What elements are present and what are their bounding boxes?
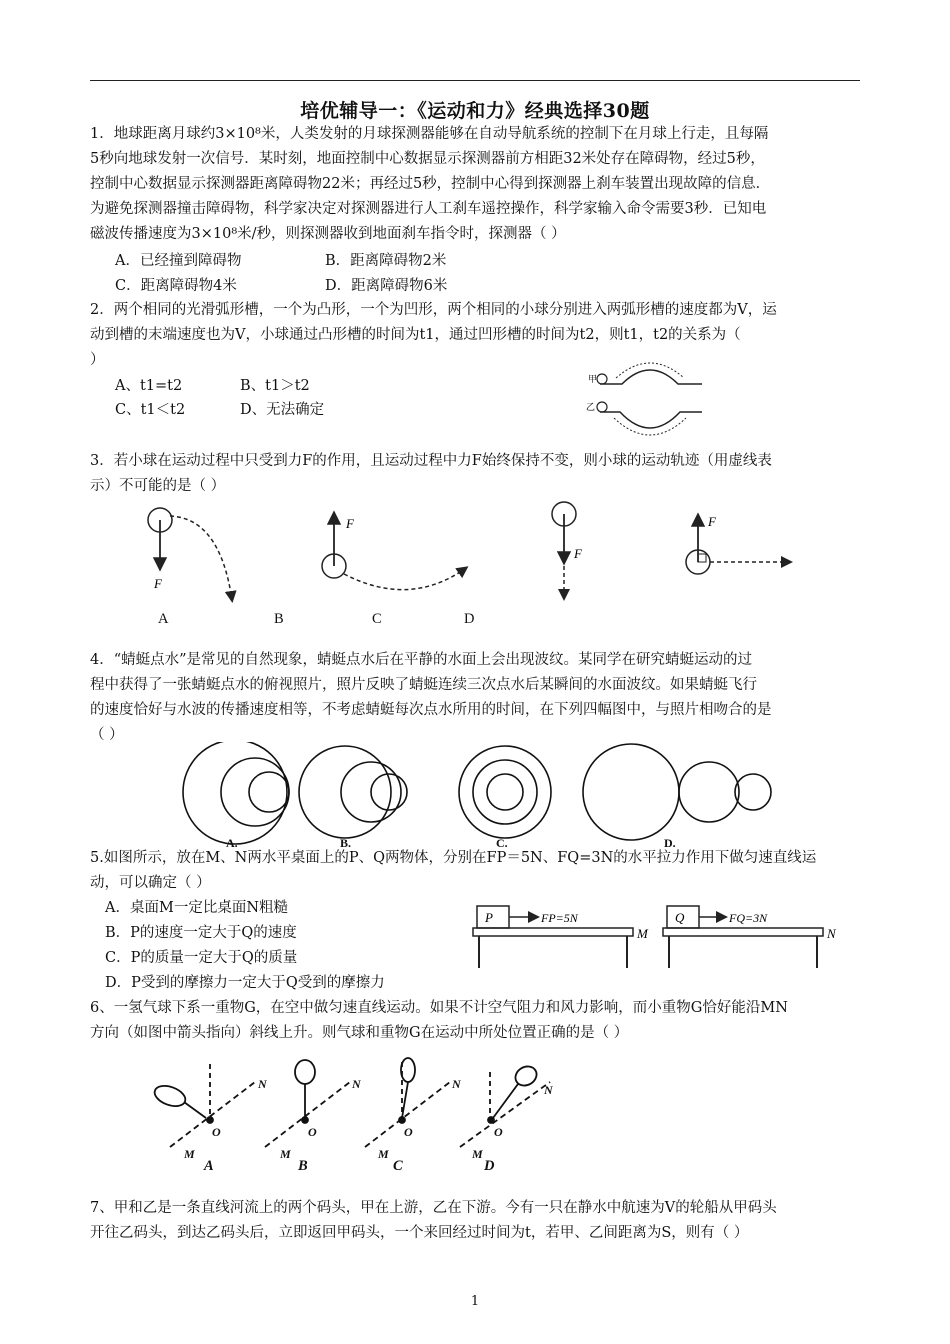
- q4-diagram-c: [459, 746, 551, 838]
- trajectory: [344, 568, 466, 590]
- q6-diagram-d: [460, 1063, 550, 1147]
- q3-label-a: A: [158, 611, 169, 627]
- q3-line: 3．若小球在运动过程中只受到力F的作用，且运动过程中力F始终保持不变，则小球的运动轨迹（用虚线表: [90, 453, 772, 469]
- point-n: N: [452, 1077, 461, 1091]
- question-6: [90, 996, 860, 1046]
- q3-label-c: C: [372, 611, 382, 627]
- q3-trajectory-figure: [140, 500, 800, 610]
- q4-line: 的速度恰好与水波的传播速度相等，不考虑蜻蜓每次点水所用的时间，在下列四幅图中，与照片相吻合的是: [90, 702, 772, 718]
- convex-groove-surface: [600, 370, 702, 384]
- question-3: [90, 449, 860, 499]
- q2-option-d: D、无法确定: [240, 402, 325, 418]
- q1-option-a: A．已经撞到障碍物: [115, 253, 242, 269]
- string: [493, 1084, 518, 1118]
- ripple: [487, 774, 523, 810]
- ripple: [221, 758, 289, 826]
- ripple: [473, 760, 537, 824]
- q1-line: 5秒向地球发射一次信号．某时刻，地面控制中心数据显示探测器前方相距32米处存在障碍物，经过5秒，: [90, 151, 765, 167]
- q1-line: 1．地球距离月球约3×10⁸米，人类发射的月球探测器能够在自动导航系统的控制下在月球上行走，且每隔: [90, 126, 769, 142]
- q4-diagram-a: [183, 742, 289, 844]
- balloon: [401, 1058, 415, 1082]
- q7-line: 7、甲和乙是一条直线河流上的两个码头，甲在上游，乙在下游。今有一只在静水中航速为V的轮船从甲码头: [90, 1200, 777, 1216]
- q2-line: 2．两个相同的光滑弧形槽，一个为凸形，一个为凹形，两个相同的小球分别进入两弧形槽的速度都为V，运: [90, 302, 777, 318]
- right-angle-mark: [698, 554, 706, 562]
- q4-line: （ ）: [90, 727, 124, 743]
- question-1: [90, 122, 860, 247]
- q1-line: 为避免探测器撞击障碍物，科学家决定对探测器进行人工刹车遥控操作，科学家输入命令需要3秒．已知电: [90, 201, 767, 217]
- force-label: F: [346, 516, 354, 531]
- point-o: O: [212, 1125, 221, 1139]
- question-4: [90, 648, 860, 748]
- trajectory: [170, 516, 232, 600]
- point-n: N: [544, 1083, 553, 1097]
- header-rule: [90, 80, 860, 81]
- path-mn: [460, 1082, 550, 1147]
- table-m: [473, 906, 649, 968]
- q1-option-d: D．距离障碍物6米: [325, 278, 448, 294]
- ripple: [735, 774, 771, 810]
- q4-diagram-b: [299, 746, 407, 838]
- table-n: [663, 906, 837, 968]
- table-m-label: M: [637, 926, 648, 941]
- q1-option-b: B．距离障碍物2米: [325, 253, 447, 269]
- q4-label-c: C.: [496, 836, 508, 850]
- q5-tables-figure: [465, 900, 845, 972]
- q2-option-a: A、t1=t2: [115, 378, 183, 394]
- force-label: F: [574, 546, 582, 561]
- q6-line: 方向（如图中箭头指向）斜线上升。则气球和重物G在运动中所处位置正确的是（ ）: [90, 1025, 629, 1041]
- ball-jia-label: 甲: [588, 374, 598, 384]
- q3-label-b: B: [274, 611, 284, 627]
- q4-line: 程中获得了一张蜻蜓点水的俯视照片，照片反映了蜻蜓连续三次点水后某瞬间的水面波纹。如果蜻蜓飞行: [90, 677, 757, 693]
- q7-line: 开往乙码头，到达乙码头后，立即返回甲码头，一个来回经过时间为t，若甲、乙间距离为S，则有（ ）: [90, 1225, 749, 1241]
- q6-label-a: A: [204, 1158, 214, 1174]
- force-label: F: [154, 576, 162, 591]
- point-o: O: [308, 1125, 317, 1139]
- q3-diagram-c: [552, 502, 583, 598]
- force-q-label: FQ=3N: [729, 911, 768, 925]
- table-top: [663, 928, 823, 936]
- balloon: [152, 1082, 188, 1110]
- weight-g: [302, 1117, 308, 1123]
- weight-g: [207, 1117, 213, 1123]
- weight-g: [399, 1117, 405, 1123]
- q4-label-a: A.: [226, 836, 238, 850]
- q3-diagram-b: [322, 514, 466, 590]
- q5-option-a: A．桌面M一定比桌面N粗糙: [105, 900, 289, 916]
- point-o: O: [404, 1125, 413, 1139]
- q5-option-d: D．P受到的摩擦力一定大于Q受到的摩擦力: [105, 975, 385, 991]
- q4-ripple-figure: [175, 742, 775, 852]
- point-m: M: [184, 1147, 195, 1161]
- q2-option-c: C、t1＜t2: [115, 402, 186, 418]
- question-2: [90, 298, 860, 373]
- question-7: [90, 1196, 860, 1246]
- q3-label-d: D: [464, 611, 475, 627]
- point-m: M: [280, 1147, 291, 1161]
- q3-diagram-d: [686, 514, 790, 574]
- point-n: N: [258, 1077, 267, 1091]
- q5-line: 动，可以确定（ ）: [90, 875, 211, 891]
- q4-label-b: B.: [340, 836, 352, 850]
- block-p: [477, 906, 509, 928]
- table-top: [473, 928, 633, 936]
- q2-line: ）: [90, 352, 105, 368]
- q4-diagram-d: [583, 744, 771, 840]
- ripple: [299, 746, 391, 838]
- balloon: [295, 1060, 315, 1084]
- q2-line: 动到槽的末端速度也为V，小球通过凸形槽的时间为t1，通过凹形槽的时间为t2，则t1，t2的关系为（: [90, 327, 741, 343]
- ball-jia: [597, 374, 607, 384]
- q1-line: 磁波传播速度为3×10⁸米/秒，则探测器收到地面刹车指令时，探测器（ ）: [90, 226, 566, 242]
- page-number: 1: [470, 1294, 480, 1309]
- concave-groove-hatch: [614, 418, 686, 435]
- q6-label-b: B: [298, 1158, 308, 1174]
- ripple: [183, 742, 287, 844]
- point-n: N: [352, 1077, 361, 1091]
- block-p-label: P: [485, 910, 493, 925]
- q3-line: 示）不可能的是（ ）: [90, 478, 226, 494]
- q5-line: 5.如图所示，放在M、N两水平桌面上的P、Q两物体，分别在FP＝5N、FQ=3N的水平拉力作用下做匀速直线运: [90, 850, 817, 866]
- q2-option-b: B、t1＞t2: [240, 378, 310, 394]
- ripple: [679, 762, 739, 822]
- ball-yi: [597, 402, 607, 412]
- q1-line: 控制中心数据显示探测器距离障碍物22米；再经过5秒，控制中心得到探测器上刹车装置出现故障的信息．: [90, 176, 771, 192]
- ball-yi-label: 乙: [586, 402, 596, 412]
- point-m: M: [378, 1147, 389, 1161]
- q2-groove-figure: [580, 362, 720, 442]
- q6-line: 6、一氢气球下系一重物G，在空中做匀速直线运动。如果不计空气阻力和风力影响，而小重物G恰好能沿MN: [90, 1000, 788, 1016]
- point-m: M: [472, 1147, 483, 1161]
- q5-option-c: C．P的质量一定大于Q的质量: [105, 950, 298, 966]
- force-p-label: FP=5N: [541, 911, 578, 925]
- table-n-label: N: [827, 926, 836, 941]
- q1-option-c: C．距离障碍物4米: [115, 278, 237, 294]
- q5-option-b: B．P的速度一定大于Q的速度: [105, 925, 297, 941]
- question-5: [90, 846, 860, 896]
- weight-g: [488, 1117, 494, 1123]
- q6-label-c: C: [393, 1158, 403, 1174]
- q4-label-d: D.: [664, 836, 676, 850]
- q6-label-d: D: [484, 1158, 495, 1174]
- ripple: [583, 744, 679, 840]
- point-o: O: [494, 1125, 503, 1139]
- concave-groove-surface: [600, 412, 702, 428]
- block-q-label: Q: [675, 910, 685, 925]
- page-title: 培优辅导一：《运动和力》经典选择30题: [300, 100, 650, 122]
- q3-diagram-a: [148, 508, 232, 600]
- q4-line: 4．“蜻蜓点水”是常见的自然现象，蜻蜓点水后在平静的水面上会出现波纹。某同学在研究蜻蜓运动的过: [90, 652, 753, 668]
- force-label: F: [708, 514, 716, 529]
- ripple: [249, 772, 289, 812]
- q6-diagram-a: [152, 1064, 255, 1147]
- q6-balloon-figure: [140, 1052, 560, 1172]
- string: [184, 1102, 206, 1118]
